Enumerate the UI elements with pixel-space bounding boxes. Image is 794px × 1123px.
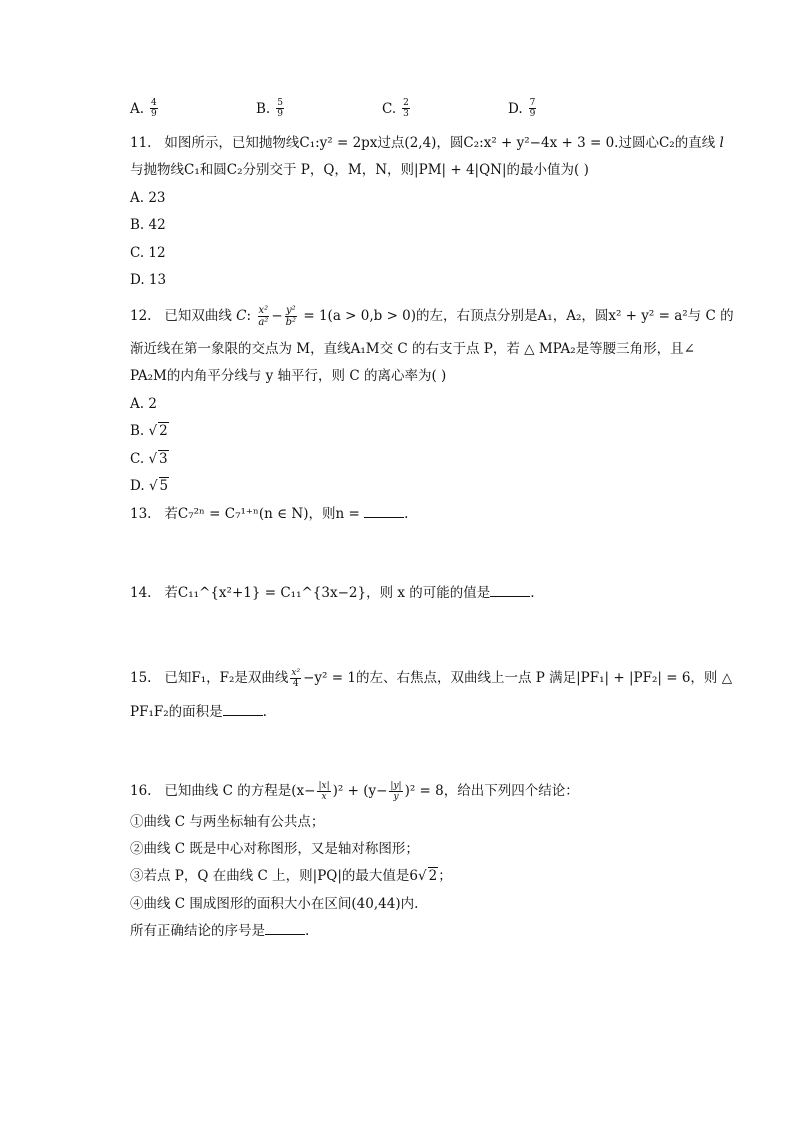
variable: C: [236, 308, 247, 324]
option-label: C.: [130, 451, 145, 467]
question-text: ③若点 P，Q 在曲线 C 上，则|PQ|的最大值是6: [130, 868, 418, 884]
q14-stem: [130, 584, 535, 602]
numerator: 2: [403, 98, 409, 108]
question-text: 若C₇²ⁿ = C₇¹⁺ⁿ(n ∈ N)，则n =: [164, 506, 365, 522]
numerator: y²: [286, 305, 296, 316]
denominator: x: [321, 792, 327, 802]
radicand: 2: [159, 423, 168, 439]
q16-item1: ①曲线 C 与两坐标轴有公共点；: [130, 814, 325, 830]
option-label: D.: [130, 478, 145, 494]
denominator: a²: [258, 317, 269, 328]
q16-stem: [130, 778, 579, 804]
radicand: 3: [159, 451, 168, 467]
q11-option-c: C. 12: [130, 245, 166, 261]
question-text: 如图所示，已知抛物线C₁:y² = 2px过点(2,4)，圆C₂:x² + y²−4x + 3 = 0.过圆心C₂的直线: [164, 135, 716, 151]
question-text: −y² = 1的左、右焦点，双曲线上一点 P 满足|PF₁| + |PF₂| = 6，则 △: [303, 670, 733, 686]
period: .: [404, 506, 409, 522]
q11-option-a: A. 23: [130, 190, 166, 206]
q12-option-c: [130, 450, 169, 468]
q11-stem-line2: 与抛物线C₁和圆C₂分别交于 P，Q，M，N，则|PM| + 4|QN|的最小值为( ): [130, 162, 589, 178]
answer-blank: [364, 505, 404, 518]
q12-stem-line3: PA₂M的内角平分线与 y 轴平行，则 C 的离心率为( ): [130, 368, 447, 384]
question-text: 所有正确结论的序号是: [130, 923, 265, 939]
question-number: 13.: [130, 506, 152, 522]
question-text: = 1(a > 0,b > 0)的左，右顶点分别是A₁，A₂，圆x² + y² = a²与 C 的: [303, 308, 734, 324]
q16-item4: ④曲线 C 围成图形的面积大小在区间(40,44)内.: [130, 896, 419, 912]
math: )² = 8，给出下列四个结论：: [404, 783, 579, 799]
numerator: 7: [529, 98, 536, 108]
question-number: 16.: [130, 783, 152, 799]
q11-option-b: B. 42: [130, 217, 166, 233]
question-number: 11.: [130, 135, 152, 151]
question-text: PF₁F₂的面积是: [130, 704, 223, 720]
question-number: 14.: [130, 585, 152, 601]
sqrt: √ 2: [148, 423, 168, 439]
question-text: 已知双曲线: [164, 308, 232, 324]
variable: l: [719, 135, 724, 151]
option-label: D.: [508, 100, 523, 117]
option-label: B.: [130, 423, 145, 439]
denominator: 9: [529, 109, 536, 119]
q10-option-c: [382, 98, 412, 119]
q12-option-d: [130, 477, 169, 495]
numerator: x²: [291, 668, 301, 678]
numerator: |x|: [318, 781, 330, 791]
sqrt: √ 2: [417, 868, 438, 884]
denominator: 9: [277, 109, 283, 119]
question-number: 15.: [130, 670, 152, 686]
q13-stem: [130, 505, 408, 523]
answer-blank: [265, 922, 305, 935]
fraction: [290, 668, 301, 689]
period: .: [262, 704, 267, 720]
q10-option-d: [508, 98, 538, 119]
numerator: x²: [258, 305, 269, 316]
denominator: b²: [285, 317, 297, 328]
numerator: 5: [277, 98, 283, 108]
fraction: [529, 98, 537, 119]
punctuation: ；: [438, 868, 452, 884]
denominator: 3: [403, 109, 409, 119]
period: .: [305, 923, 310, 939]
period: .: [530, 585, 535, 601]
q16-item2: ②曲线 C 既是中心对称图形，又是轴对称图形；: [130, 841, 419, 857]
question-number: 12.: [130, 308, 152, 324]
option-label: C.: [382, 100, 397, 117]
fraction: [276, 98, 284, 119]
radicand: 2: [428, 868, 438, 884]
fraction: [317, 781, 330, 802]
q15-stem-line1: [130, 666, 732, 690]
question-text: 已知曲线 C 的方程是: [164, 783, 292, 799]
option-label: A.: [130, 100, 145, 117]
sqrt: √ 3: [148, 451, 168, 467]
denominator: y: [393, 792, 399, 802]
q16-item3: [130, 867, 452, 885]
numerator: |y|: [390, 781, 402, 791]
math: )² + (y−: [332, 783, 388, 799]
q11-stem-line1: [130, 134, 724, 152]
q10-option-a: [130, 98, 160, 119]
q10-option-b: [256, 98, 286, 119]
fraction: [150, 98, 158, 119]
fraction: [257, 305, 269, 328]
numerator: 4: [151, 98, 157, 108]
fraction: [285, 305, 297, 328]
q12-stem-line2: 渐近线在第一象限的交点为 M，直线A₁M交 C 的右支于点 P，若 △ MPA₂是等腰三角形，且∠: [130, 341, 695, 357]
q12-option-b: [130, 422, 169, 440]
denominator: 9: [151, 109, 157, 119]
q15-stem-line2: [130, 703, 267, 721]
answer-blank: [223, 703, 263, 716]
q10-options: [130, 98, 690, 122]
option-label: B.: [256, 100, 271, 117]
q11-option-d: D. 13: [130, 272, 167, 288]
question-text: 若C₁₁^{x²+1} = C₁₁^{3x−2}，则 x 的可能的值是: [164, 585, 491, 601]
question-text: 已知F₁，F₂是双曲线: [164, 670, 289, 686]
radicand: 5: [159, 478, 169, 494]
fraction: [402, 98, 410, 119]
denominator: 4: [292, 679, 299, 689]
fraction: [389, 781, 402, 802]
sqrt: √ 5: [148, 478, 169, 494]
answer-blank: [490, 584, 530, 597]
math: (x−: [291, 783, 316, 799]
q16-closing: [130, 922, 309, 940]
q12-option-a: A. 2: [130, 396, 157, 412]
q12-stem-line1: 12. 已知双曲线 C: $\frac{\text{x²}}{\text{a²}}$ − $\frac{\text{y²}}{\text{b²}}$ = 1(a > 0,b > 0)的左，右顶点分别是A₁，A₂，圆x² + y² = a²与 C 的: [130, 305, 734, 328]
